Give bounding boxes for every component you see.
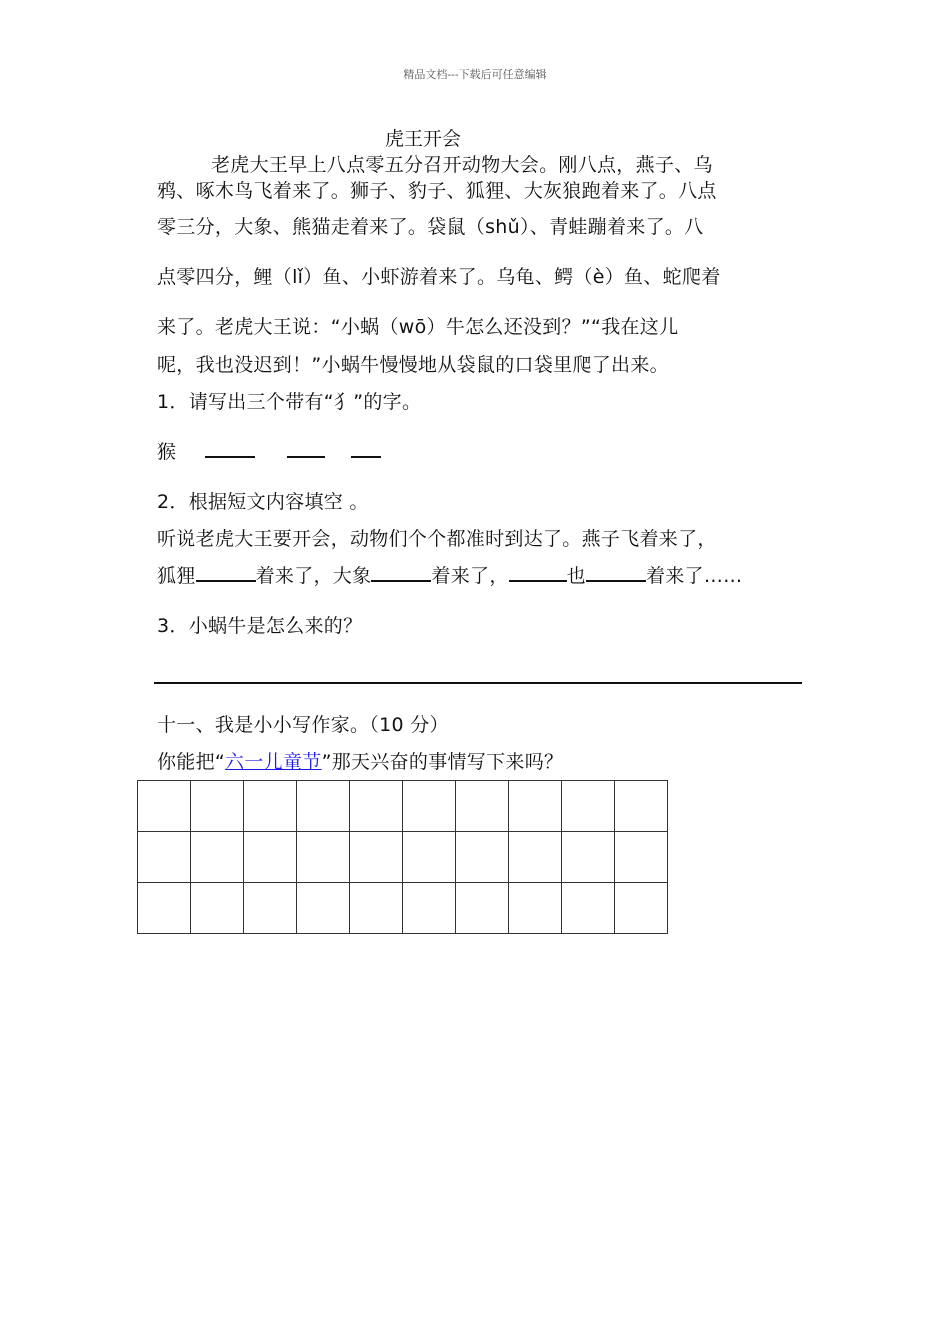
- grid-cell[interactable]: [456, 883, 509, 934]
- grid-cell[interactable]: [350, 832, 403, 883]
- grid-cell[interactable]: [615, 832, 668, 883]
- grid-cell[interactable]: [297, 832, 350, 883]
- grid-cell[interactable]: [244, 883, 297, 934]
- question-2-line: 听说老虎大王要开会，动物们个个都准时到达了。燕子飞着来了，: [157, 528, 717, 550]
- answer-blank[interactable]: [205, 438, 255, 458]
- section-11-heading: 十一、我是小小写作家。（10 分）: [157, 714, 449, 736]
- question-3: 3．小蜗牛是怎么来的？: [157, 615, 363, 637]
- fill-blank[interactable]: [509, 562, 567, 582]
- childrens-day-link[interactable]: 六一儿童节: [225, 751, 322, 773]
- passage-line: 呢，我也没迟到！”小蜗牛慢慢地从袋鼠的口袋里爬了出来。: [157, 354, 669, 376]
- grid-cell[interactable]: [509, 781, 562, 832]
- prompt-text: ”那天兴奋的事情写下来吗？: [321, 751, 564, 773]
- grid-cell[interactable]: [615, 883, 668, 934]
- grid-cell[interactable]: [138, 781, 191, 832]
- fill-text: 着来了……: [645, 565, 743, 587]
- fill-text: 狐狸: [157, 565, 196, 587]
- grid-cell[interactable]: [138, 883, 191, 934]
- grid-cell[interactable]: [244, 781, 297, 832]
- grid-cell[interactable]: [403, 781, 456, 832]
- passage-line: 零三分，大象、熊猫走着来了。袋鼠（shǔ）、青蛙蹦着来了。八: [157, 216, 704, 238]
- grid-row: [138, 832, 668, 883]
- grid-row: [138, 883, 668, 934]
- grid-cell[interactable]: [191, 832, 244, 883]
- grid-cell[interactable]: [562, 883, 615, 934]
- grid-cell[interactable]: [191, 781, 244, 832]
- grid-cell[interactable]: [350, 883, 403, 934]
- grid-row: [138, 781, 668, 832]
- grid-cell[interactable]: [615, 781, 668, 832]
- grid-cell[interactable]: [403, 832, 456, 883]
- grid-cell[interactable]: [509, 883, 562, 934]
- answer-line[interactable]: [154, 682, 802, 684]
- passage-line: 老虎大王早上八点零五分召开动物大会。刚八点，燕子、乌: [211, 154, 713, 176]
- example-character: 猴: [157, 441, 177, 463]
- passage-line: 鸦、啄木鸟飞着来了。狮子、豹子、狐狸、大灰狼跑着来了。八点: [157, 180, 717, 202]
- passage-line: 点零四分，鲤（lǐ）鱼、小虾游着来了。乌龟、鳄（è）鱼、蛇爬着: [157, 266, 721, 288]
- answer-blank[interactable]: [287, 438, 325, 458]
- question-1-answer-row: [157, 437, 381, 464]
- fill-text: 着来了，大象: [255, 565, 372, 587]
- fill-text: 也: [566, 565, 586, 587]
- passage-line: 来了。老虎大王说：“小蜗（wō）牛怎么还没到？”“我在这儿: [157, 316, 679, 338]
- grid-cell[interactable]: [456, 781, 509, 832]
- passage-title: 虎王开会: [384, 128, 461, 150]
- grid-cell[interactable]: [509, 832, 562, 883]
- fill-blank[interactable]: [586, 562, 646, 582]
- grid-cell[interactable]: [191, 883, 244, 934]
- fill-blank[interactable]: [196, 562, 256, 582]
- writing-grid: [137, 780, 668, 934]
- grid-cell[interactable]: [350, 781, 403, 832]
- grid-cell[interactable]: [456, 832, 509, 883]
- grid-cell[interactable]: [297, 883, 350, 934]
- prompt-text: 你能把“: [157, 751, 226, 773]
- grid-cell[interactable]: [297, 781, 350, 832]
- grid-cell[interactable]: [244, 832, 297, 883]
- grid-cell[interactable]: [562, 781, 615, 832]
- fill-text: 着来了，: [431, 565, 509, 587]
- question-1: 1．请写出三个带有“犭”的字。: [157, 391, 422, 413]
- fill-blank[interactable]: [371, 562, 431, 582]
- section-11-prompt: [157, 747, 563, 774]
- question-2-fill-line: [157, 561, 742, 588]
- page-header: 精品文档---下载后可任意编辑: [403, 68, 547, 81]
- answer-blank[interactable]: [351, 438, 381, 458]
- grid-cell[interactable]: [403, 883, 456, 934]
- grid-cell[interactable]: [138, 832, 191, 883]
- question-2: 2．根据短文内容填空 。: [157, 491, 369, 513]
- grid-cell[interactable]: [562, 832, 615, 883]
